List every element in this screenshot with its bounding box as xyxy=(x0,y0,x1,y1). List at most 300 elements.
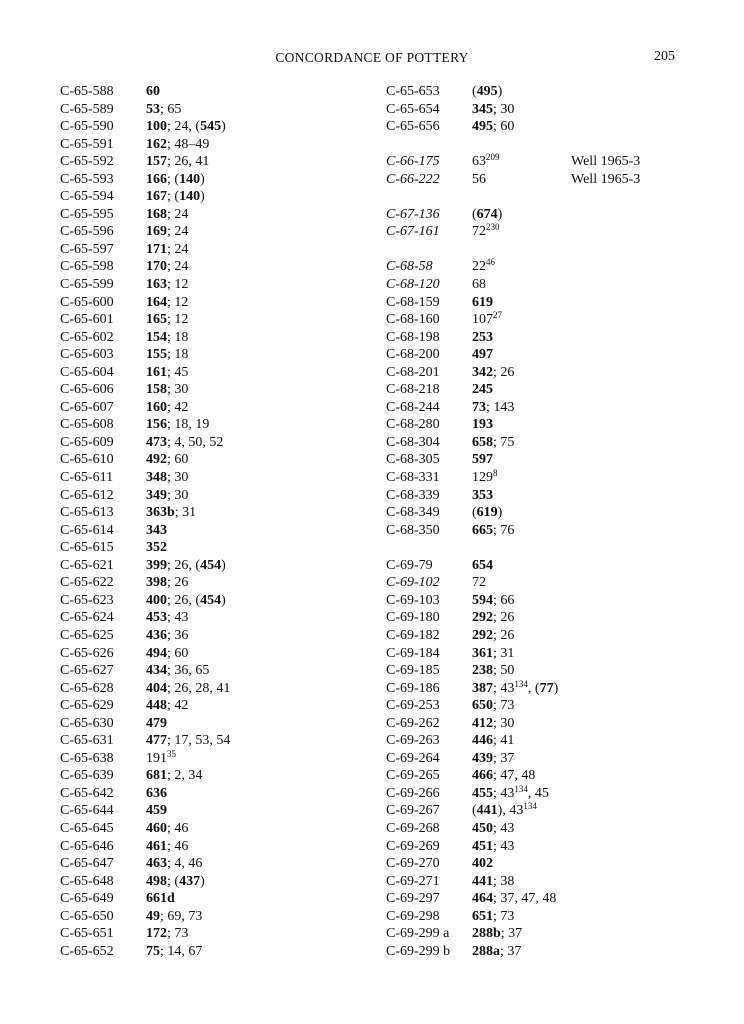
bold-number: 441 xyxy=(476,803,498,819)
bold-number: 402 xyxy=(472,856,493,872)
reference-text: ; 24 xyxy=(167,259,189,275)
catalog-number: C-69-266 xyxy=(386,785,440,801)
bold-number: 464 xyxy=(472,891,493,907)
reference-text: ) xyxy=(497,505,503,521)
reference-text: ; 37 xyxy=(500,943,522,959)
catalog-number: C-68-200 xyxy=(386,347,440,363)
catalog-number: C-65-592 xyxy=(60,154,114,170)
reference-text: ; 30 xyxy=(167,487,189,503)
reference-text: ) xyxy=(497,84,503,99)
pottery-reference xyxy=(472,364,514,382)
pottery-reference xyxy=(146,381,188,399)
pottery-reference xyxy=(472,697,514,715)
reference-text: ; 18 xyxy=(167,347,189,363)
reference-text: 56 xyxy=(472,171,486,187)
catalog-number: C-68-304 xyxy=(386,434,440,450)
catalog-number: C-65-593 xyxy=(60,171,114,187)
pottery-reference xyxy=(472,680,558,698)
reference-text: ; 17, 53, 54 xyxy=(167,733,231,749)
pottery-reference xyxy=(146,680,230,698)
bold-number: 436 xyxy=(146,627,167,643)
bold-number: 160 xyxy=(146,399,167,415)
reference-text: ) xyxy=(200,873,205,889)
reference-text: ; 43 xyxy=(493,820,515,836)
bold-number: 654 xyxy=(472,557,493,573)
bold-number: 461 xyxy=(146,838,167,854)
bold-number: 53 xyxy=(146,101,160,117)
bold-number: 292 xyxy=(472,610,493,626)
pottery-reference xyxy=(472,873,514,891)
bold-number: 399 xyxy=(146,557,167,573)
catalog-number: C-68-349 xyxy=(386,505,440,521)
bold-number: 650 xyxy=(472,698,493,714)
pottery-reference xyxy=(472,294,493,312)
bold-number: 161 xyxy=(146,364,167,380)
catalog-number: C-65-590 xyxy=(60,119,114,135)
catalog-number: C-65-596 xyxy=(60,224,114,240)
reference-text: 191 xyxy=(146,750,167,766)
catalog-number: C-65-608 xyxy=(60,417,114,433)
footnote-superscript: 35 xyxy=(167,748,176,759)
catalog-number: C-69-79 xyxy=(386,557,433,573)
bold-number: 165 xyxy=(146,312,167,328)
catalog-number: C-68-159 xyxy=(386,294,440,310)
catalog-number: C-65-613 xyxy=(60,505,114,521)
reference-text: ; 48–49 xyxy=(167,136,210,152)
pottery-reference xyxy=(146,241,188,259)
catalog-number: C-65-602 xyxy=(60,329,114,345)
pottery-reference xyxy=(146,539,167,557)
reference-text: 129 xyxy=(472,470,493,486)
catalog-number: C-65-589 xyxy=(60,101,114,117)
reference-text: 22 xyxy=(472,259,486,275)
pottery-reference xyxy=(146,171,205,189)
pottery-reference xyxy=(472,434,514,452)
reference-text: ; 26, 41 xyxy=(167,154,210,170)
pottery-reference xyxy=(472,715,514,733)
bold-number: 353 xyxy=(472,487,493,503)
catalog-number: C-65-650 xyxy=(60,908,114,924)
bold-number: 245 xyxy=(472,382,493,398)
reference-text: ; 30 xyxy=(493,715,515,731)
reference-text: ; 46 xyxy=(167,820,189,836)
catalog-number: C-67-161 xyxy=(386,224,440,240)
reference-text: ; 30 xyxy=(167,470,189,486)
catalog-number: C-69-182 xyxy=(386,627,440,643)
pottery-reference xyxy=(472,487,493,505)
catalog-number: C-65-588 xyxy=(60,84,114,99)
catalog-number: C-69-270 xyxy=(386,856,440,872)
pottery-reference xyxy=(146,925,188,943)
footnote-superscript: 230 xyxy=(486,222,500,233)
bold-number: 460 xyxy=(146,820,167,836)
bold-number: 674 xyxy=(476,206,498,222)
bold-number: 439 xyxy=(472,750,493,766)
reference-text: ) xyxy=(221,557,226,573)
pottery-reference xyxy=(146,943,202,961)
bold-number: 49 xyxy=(146,908,160,924)
catalog-number: C-66-222 xyxy=(386,171,440,187)
reference-text: ) xyxy=(221,119,226,135)
catalog-number: C-65-601 xyxy=(60,312,114,328)
catalog-number: C-65-644 xyxy=(60,803,114,819)
catalog-number: C-68-201 xyxy=(386,364,440,380)
bold-number: 166 xyxy=(146,171,167,187)
bold-number: 479 xyxy=(146,715,167,731)
catalog-number: C-65-600 xyxy=(60,294,114,310)
reference-text: ; 24, ( xyxy=(167,119,201,135)
pottery-reference xyxy=(146,627,188,645)
footnote-superscript: 8 xyxy=(493,468,498,479)
bold-number: 155 xyxy=(146,347,167,363)
reference-text: , ( xyxy=(527,680,540,696)
catalog-number: C-68-244 xyxy=(386,399,440,415)
catalog-number: C-65-603 xyxy=(60,347,114,363)
catalog-number: C-65-595 xyxy=(60,206,114,222)
bold-number: 168 xyxy=(146,206,167,222)
catalog-number: C-69-299 a xyxy=(386,926,450,942)
reference-text: ; 143 xyxy=(486,399,515,415)
pottery-reference xyxy=(472,416,493,434)
pottery-reference xyxy=(472,609,514,627)
bold-number: 494 xyxy=(146,645,167,661)
footnote-superscript: 46 xyxy=(486,257,495,268)
catalog-number: C-69-263 xyxy=(386,733,440,749)
reference-text: ; ( xyxy=(167,873,180,889)
bold-number: 157 xyxy=(146,154,167,170)
reference-text: ; 36 xyxy=(167,627,189,643)
reference-text: ; 30 xyxy=(493,101,515,117)
reference-text: ; 18, 19 xyxy=(167,417,210,433)
reference-text: ; 60 xyxy=(493,119,515,135)
pottery-reference xyxy=(146,785,167,803)
catalog-number: C-65-598 xyxy=(60,259,114,275)
catalog-number: C-68-198 xyxy=(386,329,440,345)
pottery-reference xyxy=(472,627,514,645)
bold-number: 172 xyxy=(146,926,167,942)
pottery-reference xyxy=(472,645,514,663)
pottery-reference xyxy=(146,574,188,592)
catalog-number: C-69-268 xyxy=(386,820,440,836)
reference-text: ; 26 xyxy=(493,364,515,380)
pottery-reference xyxy=(146,820,188,838)
pottery-reference xyxy=(472,381,493,399)
bold-number: 75 xyxy=(146,943,160,959)
reference-text: ( xyxy=(472,84,477,99)
pottery-reference xyxy=(472,399,514,417)
pottery-reference xyxy=(472,329,493,347)
bold-number: 387 xyxy=(472,680,493,696)
pottery-reference xyxy=(146,101,181,119)
pottery-reference xyxy=(146,873,205,891)
pottery-reference xyxy=(472,346,493,364)
reference-text: ; 24 xyxy=(167,224,189,240)
bold-number: 446 xyxy=(472,733,493,749)
pottery-reference xyxy=(472,153,500,171)
catalog-number: C-68-350 xyxy=(386,522,440,538)
reference-text: ; ( xyxy=(167,171,180,187)
reference-text: ; 12 xyxy=(167,312,189,328)
pottery-reference xyxy=(472,276,486,294)
pottery-reference xyxy=(146,83,160,101)
catalog-number: C-68-218 xyxy=(386,382,440,398)
pottery-reference xyxy=(472,258,495,276)
pottery-reference xyxy=(146,346,188,364)
catalog-number: C-65-623 xyxy=(60,592,114,608)
reference-text: ; 4, 46 xyxy=(167,856,203,872)
pottery-reference xyxy=(146,645,188,663)
reference-text: 68 xyxy=(472,277,486,293)
reference-text: ; 76 xyxy=(493,522,515,538)
catalog-number: C-65-611 xyxy=(60,470,114,486)
reference-text: 107 xyxy=(472,312,493,328)
pottery-reference xyxy=(472,171,486,189)
bold-number: 156 xyxy=(146,417,167,433)
catalog-number: C-65-628 xyxy=(60,680,114,696)
reference-text: ; 4, 50, 52 xyxy=(167,434,224,450)
bold-number: 162 xyxy=(146,136,167,152)
catalog-number: C-65-597 xyxy=(60,241,114,257)
bold-number: 361 xyxy=(472,645,493,661)
bold-number: 665 xyxy=(472,522,493,538)
reference-text: ; 43 xyxy=(167,610,189,626)
pottery-reference xyxy=(472,662,514,680)
bold-number: 288a xyxy=(472,943,500,959)
pottery-reference xyxy=(472,732,514,750)
reference-text: ) xyxy=(200,171,205,187)
reference-text: ; 37, 47, 48 xyxy=(493,891,557,907)
bold-number: 497 xyxy=(472,347,493,363)
bold-number: 292 xyxy=(472,627,493,643)
catalog-number: C-65-647 xyxy=(60,856,114,872)
bold-number: 60 xyxy=(146,84,160,99)
bold-number: 154 xyxy=(146,329,167,345)
pottery-reference xyxy=(146,750,176,768)
reference-text: ; 65 xyxy=(160,101,182,117)
catalog-number: C-65-646 xyxy=(60,838,114,854)
catalog-number: C-65-594 xyxy=(60,189,114,205)
bold-number: 164 xyxy=(146,294,167,310)
catalog-number: C-65-606 xyxy=(60,382,114,398)
reference-text: ( xyxy=(472,803,477,819)
reference-text: ; 30 xyxy=(167,382,189,398)
bold-number: 343 xyxy=(146,522,167,538)
pottery-reference xyxy=(146,276,188,294)
reference-text: ; 41 xyxy=(493,733,515,749)
catalog-number: C-65-629 xyxy=(60,698,114,714)
bold-number: 454 xyxy=(200,557,222,573)
reference-text: ; 46 xyxy=(167,838,189,854)
bold-number: 100 xyxy=(146,119,167,135)
bold-number: 288b xyxy=(472,926,501,942)
catalog-number: C-69-102 xyxy=(386,575,440,591)
catalog-number: C-69-184 xyxy=(386,645,440,661)
catalog-number: C-67-136 xyxy=(386,206,440,222)
footnote-superscript: 27 xyxy=(493,310,502,321)
pottery-reference xyxy=(146,767,202,785)
bold-number: 170 xyxy=(146,259,167,275)
reference-text: ) xyxy=(553,680,559,696)
reference-text: ; 43 xyxy=(493,785,515,801)
pottery-reference xyxy=(146,311,188,329)
reference-text: ) xyxy=(221,592,226,608)
bold-number: 453 xyxy=(146,610,167,626)
running-header-title: CONCORDANCE OF POTTERY xyxy=(275,50,469,65)
catalog-number: C-68-339 xyxy=(386,487,440,503)
pottery-reference xyxy=(146,557,226,575)
catalog-number: C-65-656 xyxy=(386,119,440,135)
catalog-number: C-68-160 xyxy=(386,312,440,328)
reference-text: ; 14, 67 xyxy=(160,943,203,959)
catalog-number: C-68-305 xyxy=(386,452,440,468)
catalog-number: C-65-630 xyxy=(60,715,114,731)
bold-number: 140 xyxy=(179,189,201,205)
catalog-number: C-65-654 xyxy=(386,101,440,117)
catalog-number: C-68-58 xyxy=(386,259,433,275)
reference-text: ) xyxy=(200,189,205,205)
reference-text: ; 26 xyxy=(167,575,189,591)
catalog-number: C-65-599 xyxy=(60,277,114,293)
catalog-number: C-65-615 xyxy=(60,540,114,556)
bold-number: 451 xyxy=(472,838,493,854)
pottery-reference xyxy=(146,469,188,487)
catalog-number: C-65-638 xyxy=(60,750,114,766)
bold-number: 158 xyxy=(146,382,167,398)
pottery-reference xyxy=(146,294,188,312)
pottery-reference xyxy=(472,750,514,768)
catalog-number: C-65-639 xyxy=(60,768,114,784)
pottery-reference xyxy=(146,838,188,856)
reference-text: ( xyxy=(472,206,477,222)
catalog-number: C-69-267 xyxy=(386,803,440,819)
pottery-reference xyxy=(146,188,205,206)
catalog-number: C-65-649 xyxy=(60,891,114,907)
reference-text: ; 42 xyxy=(167,698,189,714)
reference-text: ; 36, 65 xyxy=(167,663,210,679)
pottery-reference xyxy=(146,855,202,873)
pottery-reference xyxy=(146,451,188,469)
pottery-reference xyxy=(472,890,556,908)
pottery-reference xyxy=(472,925,522,943)
pottery-reference xyxy=(472,838,514,856)
bold-number: 473 xyxy=(146,434,167,450)
catalog-number: C-65-642 xyxy=(60,785,114,801)
bold-number: 77 xyxy=(539,680,554,696)
bold-number: 349 xyxy=(146,487,167,503)
bold-number: 455 xyxy=(472,785,493,801)
bold-number: 619 xyxy=(472,294,493,310)
pottery-reference xyxy=(146,487,188,505)
reference-text: ) xyxy=(497,206,503,222)
catalog-number: C-65-607 xyxy=(60,399,114,415)
pottery-reference xyxy=(146,329,188,347)
pottery-reference xyxy=(472,206,502,224)
bold-number: 454 xyxy=(200,592,222,608)
bold-number: 636 xyxy=(146,785,167,801)
reference-text: ; 26, 28, 41 xyxy=(167,680,231,696)
reference-text: ; 31 xyxy=(493,645,515,661)
bold-number: 661d xyxy=(146,891,175,907)
bold-number: 448 xyxy=(146,698,167,714)
bold-number: 398 xyxy=(146,575,167,591)
reference-text: ; ( xyxy=(167,189,180,205)
catalog-number: C-65-652 xyxy=(60,943,114,959)
catalog-number: C-69-186 xyxy=(386,680,440,696)
page-number: 205 xyxy=(654,49,675,64)
reference-text: ; 31 xyxy=(174,505,197,521)
bold-number: 352 xyxy=(146,540,167,556)
reference-text: ; 75 xyxy=(493,434,515,450)
reference-text: ; 42 xyxy=(167,399,189,415)
catalog-number: C-65-622 xyxy=(60,575,114,591)
bold-number: 140 xyxy=(179,171,201,187)
pottery-reference xyxy=(146,416,209,434)
pottery-reference xyxy=(146,153,209,171)
footnote-superscript: 134 xyxy=(523,801,537,812)
bold-number: 437 xyxy=(179,873,201,889)
bold-number: 342 xyxy=(472,364,493,380)
bold-number: 163 xyxy=(146,277,167,293)
pottery-reference xyxy=(146,258,188,276)
pottery-reference xyxy=(472,83,502,101)
bold-number: 193 xyxy=(472,417,493,433)
bold-number: 477 xyxy=(146,733,167,749)
pottery-reference xyxy=(472,592,514,610)
catalog-number: C-69-298 xyxy=(386,908,440,924)
pottery-reference xyxy=(472,802,537,820)
reference-text: ; 73 xyxy=(493,908,515,924)
pottery-reference xyxy=(146,206,188,224)
bold-number: 597 xyxy=(472,452,493,468)
reference-text: ; 73 xyxy=(493,698,515,714)
deposit-note: Well 1965-3 xyxy=(571,171,641,187)
pottery-reference xyxy=(472,820,514,838)
bold-number: 681 xyxy=(146,768,167,784)
pottery-reference xyxy=(146,522,167,540)
footnote-superscript: 134 xyxy=(514,678,528,689)
pottery-reference xyxy=(146,609,188,627)
bold-number: 363b xyxy=(146,505,175,521)
reference-text: ; 60 xyxy=(167,645,189,661)
bold-number: 594 xyxy=(472,592,493,608)
reference-text: 72 xyxy=(472,224,486,240)
bold-number: 651 xyxy=(472,908,493,924)
reference-text: ), 43 xyxy=(497,803,524,819)
catalog-number: C-69-297 xyxy=(386,891,440,907)
catalog-number: C-65-651 xyxy=(60,926,114,942)
reference-text: ; 26, ( xyxy=(167,557,201,573)
pottery-reference xyxy=(472,522,514,540)
bold-number: 450 xyxy=(472,820,493,836)
bold-number: 495 xyxy=(472,119,493,135)
reference-text: ; 18 xyxy=(167,329,189,345)
pottery-reference xyxy=(472,118,514,136)
catalog-number: C-65-621 xyxy=(60,557,114,573)
pottery-reference xyxy=(146,223,188,241)
catalog-number: C-65-609 xyxy=(60,434,114,450)
bold-number: 498 xyxy=(146,873,167,889)
bold-number: 459 xyxy=(146,803,167,819)
catalog-number: C-69-269 xyxy=(386,838,440,854)
catalog-number: C-69-264 xyxy=(386,750,440,766)
pottery-reference xyxy=(472,504,502,522)
pottery-reference xyxy=(472,101,514,119)
catalog-number: C-65-610 xyxy=(60,452,114,468)
bold-number: 345 xyxy=(472,101,493,117)
pottery-reference xyxy=(146,592,226,610)
bold-number: 253 xyxy=(472,329,493,345)
catalog-number: C-68-331 xyxy=(386,470,440,486)
